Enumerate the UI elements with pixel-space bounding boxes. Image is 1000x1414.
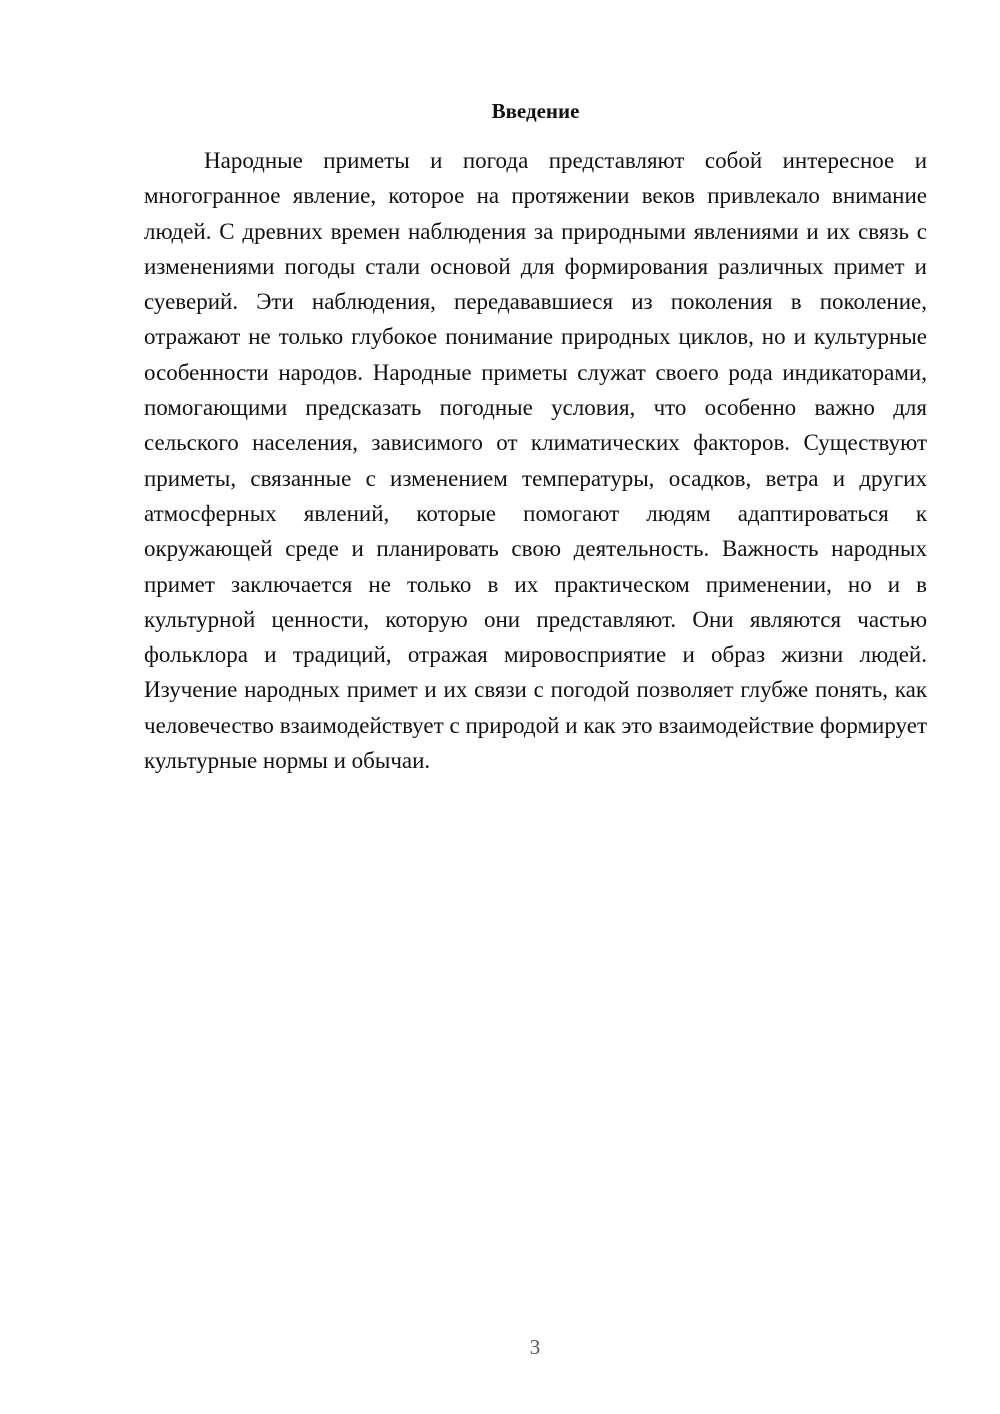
section-heading: Введение — [491, 99, 580, 123]
body-paragraph: Народные приметы и погода представляют собой интересное и многогранное явление, которое на протяжении веков привлекало внимание людей. С древних времен наблюдения за природными явлениями и их связь с изменениями погоды стали основой для формирования различных примет и суеверий. Эти наблюдения, передававшиеся из поколения в поколение, отражают не только глубокое понимание природных циклов, но и культурные особенности народов. Народные приметы служат своего рода индикаторами, помогающими предсказать погодные условия, что особенно важно для сельского населения, зависимого от климатических факторов. Существуют приметы, связанные с изменением температуры, осадков, ветра и других атмосферных явлений, которые помогают людям адаптироваться к окружающей среде и планировать свою деятельность. Важность народных примет заключается не только в их практическом применении, но и в культурной ценности, которую они представляют. Они являются частью фольклора и традиций, отражая мировосприятие и образ жизни людей. Изучение народных примет и их связи с погодой позволяет глубже понять, как человечество взаимодействует с природой и как это взаимодействие формирует культурные нормы и обычаи. — [144, 148, 927, 774]
page-number: 3 — [529, 1335, 541, 1359]
